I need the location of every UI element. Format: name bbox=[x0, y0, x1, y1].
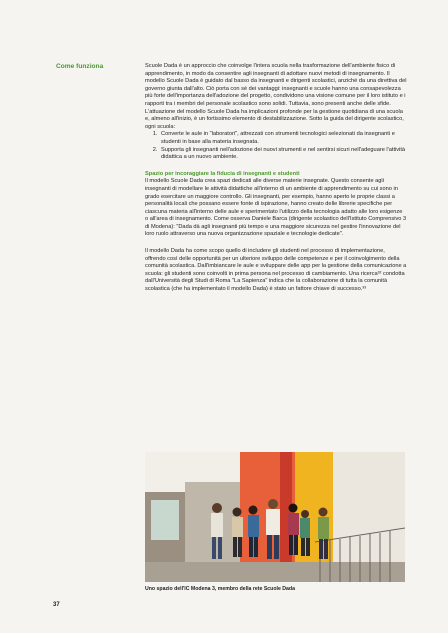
page-number: 37 bbox=[53, 602, 60, 608]
photo-caption: Uno spazio dell'IC Modena 3, membro della rete Scuole Dada bbox=[145, 586, 295, 592]
paragraph-3: Il modello Dada ha come scopo quello di includere gli studenti nel processo di implementazione, offrendo così delle opportunità per un ulteriore sviluppo delle competenze e per il coinvolgimento della comunità scolastica. Dall'imbiancare le aule e sviluppare delle app per la gestione della comunicazione a scuola: gli studenti sono coinvolti in prima persona nel processo di cambiamento. Una ricerca³² condotta dall'Università degli Studi di Roma "La Sapienza" indica che la collaborazione di tutta la comunità scolastica (che ha implementato il modello Dada) è stato un fattore chiave di successo.³³ bbox=[145, 248, 407, 293]
main-column bbox=[145, 63, 407, 294]
intro-paragraph: Scuole Dada è un approccio che coinvolge l'intera scuola nella trasformazione dell'ambiente fisico di apprendimento, in modo da consentire agli insegnanti di adottare nuovi metodi di insegnamento. Il modello Scuole Dada è guidato dal basso da insegnanti e dirigenti scolastici, anziché da una direttiva del governo giunta dall'alto. Ciò porta con sé dei vantaggi: insegnanti e scuole hanno una consapevolezza più forte dell'importanza dell'adozione del progetto, condividono una visione comune per il loro istituto e i rapporti tra i membri del personale scolastico sono solidi. Tuttavia, sono presenti anche delle sfide. L'attuazione del modello Scuole Dada ha implicazioni profonde per la gestione quotidiana di una scuola e, almeno all'inizio, è un fortissimo elemento di destabilizzazione. Sotto la guida del dirigente scolastico, ogni scuola: bbox=[145, 63, 407, 130]
school-corridor-photo bbox=[145, 452, 405, 582]
subheading: Spazio per incoraggiare la fiducia di insegnanti e studenti bbox=[145, 170, 300, 177]
steps-list bbox=[145, 131, 407, 161]
list-item: 1. Converte le aule in "laboratori", attrezzati con strumenti tecnologici selezionati da insegnanti e studenti in base alla materia insegnata. bbox=[159, 131, 407, 146]
section-title: Come funziona bbox=[56, 63, 104, 70]
paragraph-2: Il modello Scuole Dada crea spazi dedicati alle diverse materie insegnate. Questo consente agli insegnanti di modellare le attività didattiche all'interno di un ambiente di apprendimento su cui sono in grado esercitare un maggiore controllo. Gli insegnanti, per esempio, hanno aperto le proprie classi a personalità locali che possano essere fonte di ispirazione, hanno creato delle librerie specifiche per ciascuna materia all'interno delle aule e sperimentato l'utilizzo della tecnologia adatto alle loro esigenze o all'area di insegnamento. Come osserva Daniele Barca (dirigente scolastico dell'Istituto Comprensivo 3 di Modena): "Dada dà agli insegnanti più tempo e una maggiore sicurezza nel gestire l'innovazione del loro ruolo attraverso una nuova organizzazione spaziale e tecnologie dedicate". bbox=[145, 178, 407, 238]
list-item: 2. Supporta gli insegnanti nell'adozione dei nuovi strumenti e nel sentirsi sicuri nell'adeguare l'attività didattica a un nuovo ambiente. bbox=[159, 147, 407, 162]
